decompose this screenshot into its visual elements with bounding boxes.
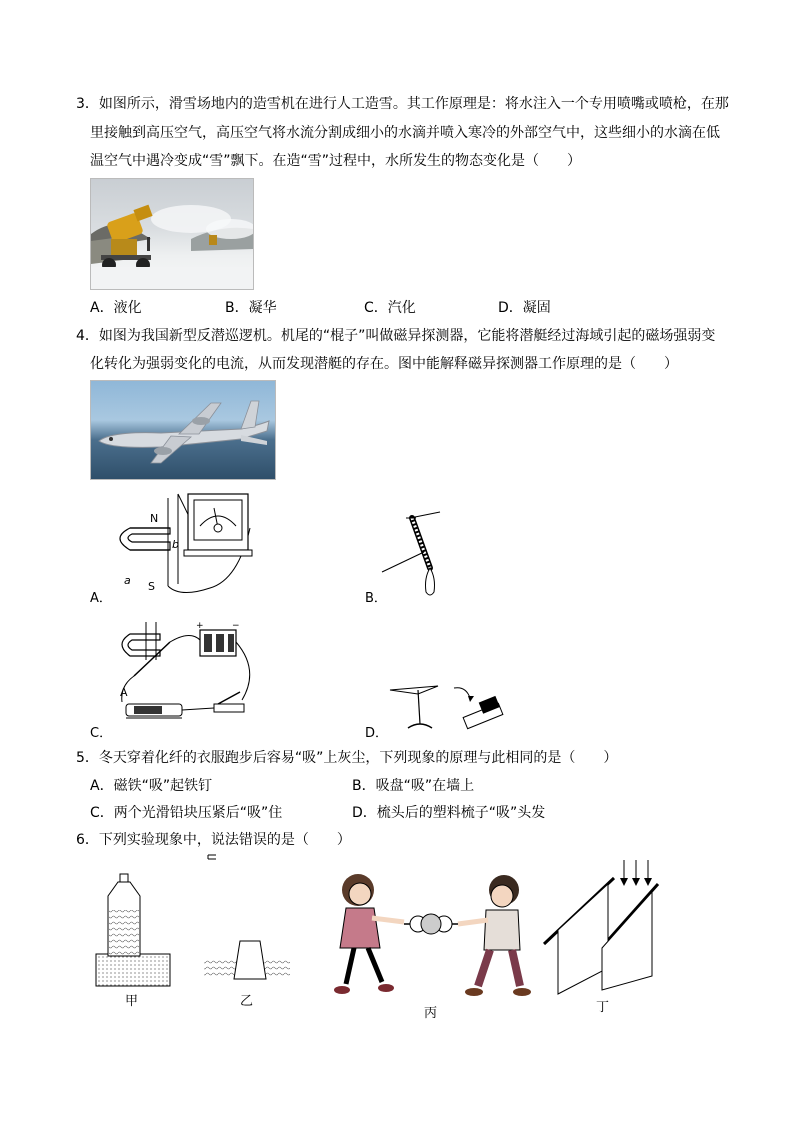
q3-option-c: C．汽化 <box>364 300 416 316</box>
patrol-aircraft-photo <box>90 380 276 480</box>
q3-text-line3: 温空气中遇冷变成“雪”飘下。在造“雪”过程中，水所发生的物态变化是（ ） <box>90 153 582 169</box>
q4-diagram-c <box>110 620 260 735</box>
q4-text-line2: 化转化为强弱变化的电流，从而发现潜艇的存在。图中能解释磁异探测器工作原理的是（ ） <box>90 356 678 372</box>
q5-option-a: A．磁铁“吸”起铁钉 <box>90 778 213 794</box>
label-minus: − <box>232 621 240 631</box>
q3-option-a: A．液化 <box>90 300 142 316</box>
q4-option-b-label: B． <box>365 591 387 606</box>
q6-label-yi: 乙 <box>240 994 254 1009</box>
q5-option-d: D．梳头后的塑料梳子“吸”头发 <box>352 805 546 821</box>
q6-label-bing: 丙 <box>424 1006 438 1021</box>
q6-label-ding: 丁 <box>596 1000 610 1015</box>
q4-diagram-d <box>388 680 518 735</box>
q4-option-c-label: C． <box>90 726 113 741</box>
q4-option-a-label: A． <box>90 591 112 606</box>
snow-machine-photo <box>90 178 254 290</box>
q5-option-b: B．吸盘“吸”在墙上 <box>352 778 475 794</box>
q3-text-line2: 里接触到高压空气，高压空气将水流分割成细小的水滴并喷入寒冷的外部空气中，这些细小的水滴在低 <box>90 125 720 141</box>
q4-option-d-label: D． <box>365 726 389 741</box>
q6-text-line1: 6．下列实验现象中，说法错误的是（ ） <box>76 832 351 848</box>
q6-figure-ding <box>540 858 666 998</box>
q3-option-d: D．凝固 <box>498 300 551 316</box>
q3-text-line1: 3．如图所示，滑雪场地内的造雪机在进行人工造雪。其工作原理是：将水注入一个专用喷嘴或喷枪，在那 <box>76 96 729 112</box>
q5-option-c: C．两个光滑铅块压紧后“吸”住 <box>90 805 283 821</box>
q4-diagram-a <box>110 488 260 600</box>
label-b: b <box>172 538 179 551</box>
q3-option-b: B．凝华 <box>225 300 277 316</box>
q4-text-line1: 4．如图为我国新型反潜巡逻机。机尾的“棍子”叫做磁异探测器，它能将潜艇经过海域引起的磁场强弱变 <box>76 328 716 344</box>
label-a: a <box>124 574 131 587</box>
q6-label-jia: 甲 <box>125 994 139 1009</box>
q6-figure-jia <box>94 872 174 987</box>
q6-figure-bing <box>324 868 540 1008</box>
label-n: N <box>150 512 159 525</box>
q6-figure-yi <box>200 845 296 985</box>
q4-diagram-b <box>380 508 460 603</box>
label-s: S <box>148 580 155 593</box>
label-coil-a: A <box>120 686 128 699</box>
label-plus: + <box>196 621 204 631</box>
q5-text-line1: 5．冬天穿着化纤的衣服跑步后容易“吸”上灰尘，下列现象的原理与此相同的是（ ） <box>76 750 618 766</box>
